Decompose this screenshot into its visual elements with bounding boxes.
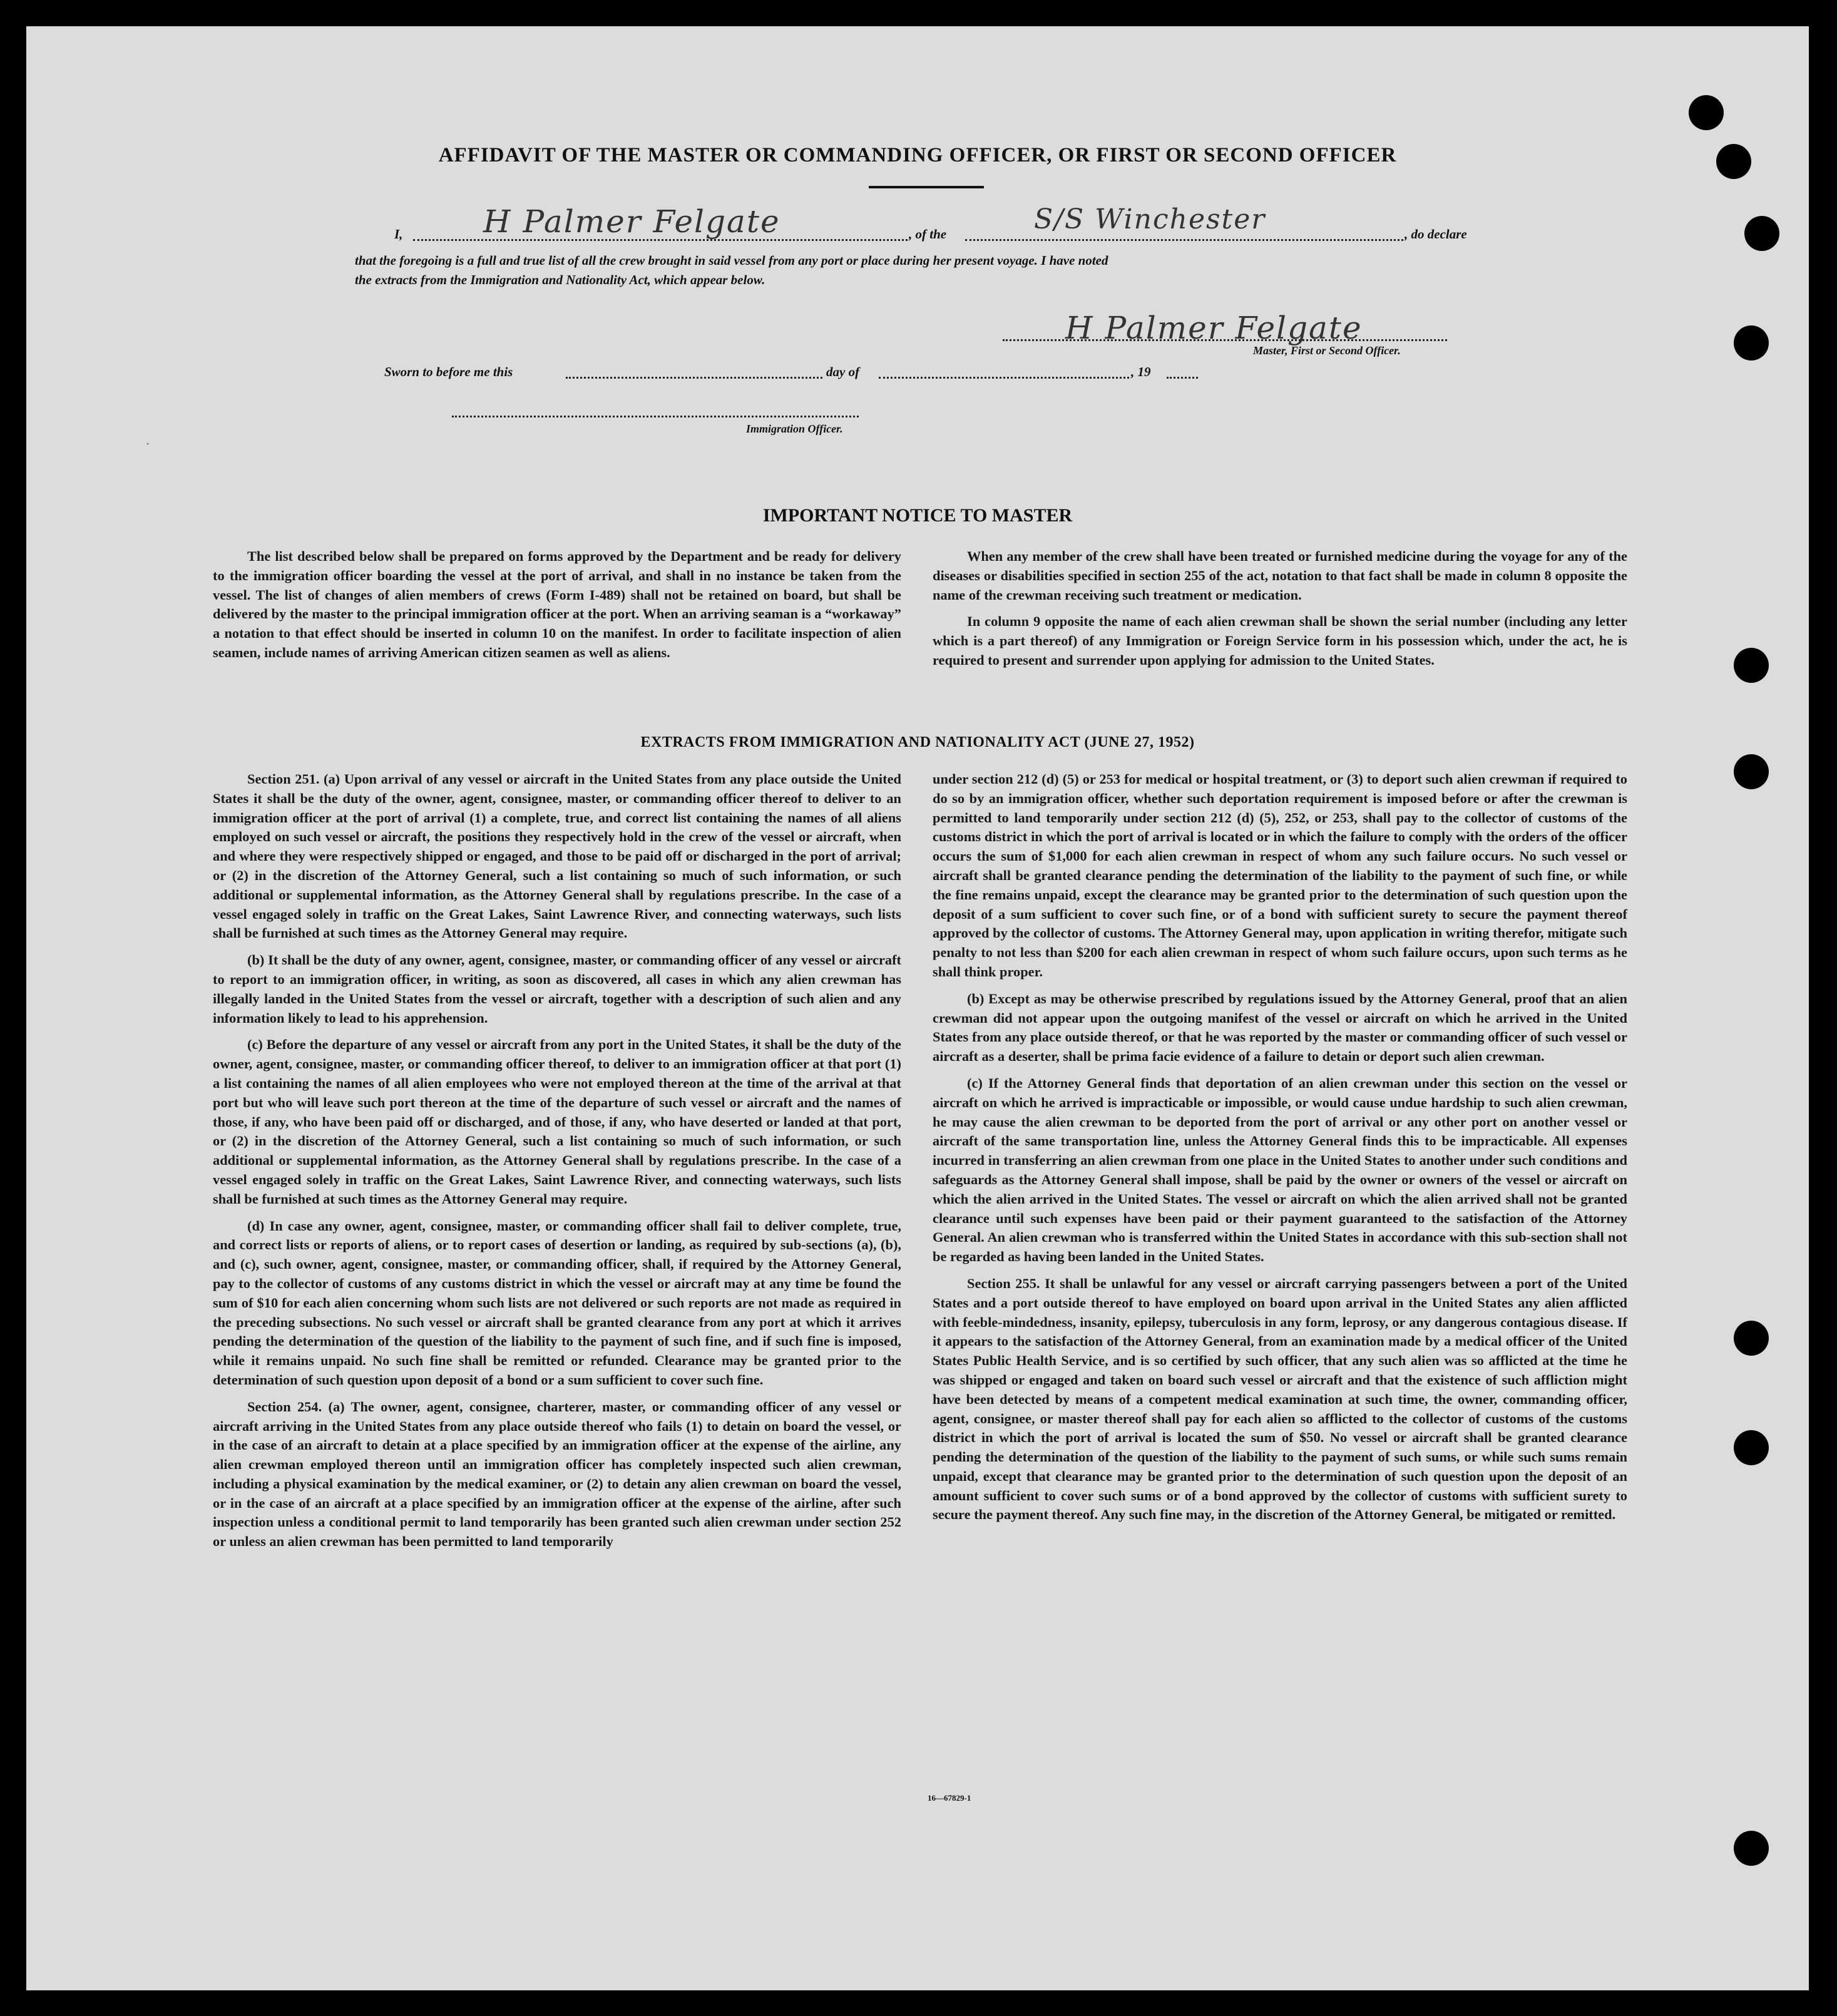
punch-hole [1734,648,1769,683]
punch-hole [1734,1321,1769,1356]
i-label: I, [394,227,403,242]
document-page [26,26,1809,1990]
year-label: , 19 [1131,364,1151,379]
title-rule [869,186,984,188]
sworn-label: Sworn to before me this [384,364,513,379]
declaration-line-2: the extracts from the Immigration and Nationality Act, which appear below. [355,272,765,287]
officer-name-signature: H Palmer Felgate [483,203,780,240]
punch-hole [1734,754,1769,789]
immigration-officer-line [452,416,859,417]
signature-line [1003,339,1447,341]
vessel-name-line [965,239,1403,241]
section-254b: (b) Except as may be otherwise prescribed by regulations issued by the Attorney General, proof that an alien crewman did not appear upon the outgoing manifest of the vessel or aircraft on which he arrived in the United States from any place outside thereof, or that he was reported by the master or commanding officer of such vessel or aircraft as a deserter, shall be prima facie evidence of a failure to detain or deport such alien crewman. [933,990,1627,1065]
declaration-line-1: that the foregoing is a full and true list of all the crew brought in said vessel from any port or place during her present voyage. I have noted [355,253,1108,268]
notice-paragraph: In column 9 opposite the name of each alien crewman shall be shown the serial number (including any letter which is a part thereof) of any Immigration or Foreign Service form in his possession which, under the act, he is required to present and surrender upon applying for admission to the United States. [933,613,1627,668]
section-251a: Section 251. (a) Upon arrival of any vessel or aircraft in the United States from any place outside the United States it shall be the duty of the owner, agent, consignee, master, or commanding officer thereof to deliver to an immigration officer at the port of arrival (1) a complete, true, and correct list containing the names of all aliens employed on such vessel or aircraft, the positions they respectively hold in the crew of the vessel or aircraft, when and where they were respectively shipped or engaged, and those to be paid off or discharged in the port of arrival; or (2) in the discretion of the Attorney General, such a list containing so much of such information, or such additional or supplemental information, as the Attorney General shall by regulations prescribe. In the case of a vessel engaged solely in traffic on the Great Lakes, Saint Lawrence River, and connecting waterways, such lists shall be furnished at such times as the Attorney General may require. [213,771,901,941]
affidavit-title: AFFIDAVIT OF THE MASTER OR COMMANDING OFFICER, OR FIRST OR SECOND OFFICER [438,144,1397,166]
signature-caption: Master, First or Second Officer. [1253,344,1401,357]
month-line [879,377,1129,379]
notice-right-column [933,547,1627,678]
punch-hole [1734,325,1769,361]
section-255: Section 255. It shall be unlawful for any vessel or aircraft carrying passengers between a port of the United States and a port outside thereof to have employed on board upon arrival in the United States any alien afflicted with feeble-mindedness, insanity, epilepsy, tuberculosis in any form, leprosy, or any dangerous contagious disease. If it appears to the satisfaction of the Attorney General, from an examination made by a medical officer of the United States Public Health Service, and is so certified by such officer, that any such alien was so afflicted at the time he was shipped or engaged and taken on board such vessel or aircraft and that the existence of such affliction might have been detected by means of a competent medical examination at such time, the owner, commanding officer, agent, consignee, or master thereof shall pay for each alien so afflicted to the collector of customs of the customs district in which the port of arrival is located the sum of $50. No vessel or aircraft shall be granted clearance pending the determination of the question of the liability to the payment of such sums, or while such sums remain unpaid, except that clearance may be granted prior to the determination of such question upon the deposit of an amount sufficient to cover such sums or of a bond approved by the collector of customs with sufficient surety to secure the payment thereof. Any such fine may, in the discretion of the Attorney General, be mitigated or remitted. [933,1275,1627,1523]
section-251b: (b) It shall be the duty of any owner, agent, consignee, master, or commanding officer of any vessel or aircraft to report to an immigration officer, in writing, as soon as discovered, all cases in which any alien crewman has illegally landed in the United States from the vessel or aircraft, together with a description of such alien and any information likely to lead to his apprehension. [213,952,901,1026]
extracts-right-column [933,770,1627,1532]
master-signature: H Palmer Felgate [1065,310,1363,346]
punch-hole [1734,1831,1769,1866]
form-code: 16—67829-1 [928,1793,971,1803]
day-of-label: day of [826,364,860,379]
punch-hole [1734,1430,1769,1465]
punch-hole [1744,216,1779,251]
section-254a-continued: under section 212 (d) (5) or 253 for medical or hospital treatment, or (3) to deport such alien crewman if required to do so by an immigration officer, whether such deportation requirement is imposed before or after the crewman is permitted to land temporarily under section 212 (d) (5), 252, or 253, shall pay to the collector of customs of the customs district in which the port of arrival is located or in which the failure to comply with the orders of the officer occurs the sum of $1,000 for each alien crewman in respect of whom any such failure occurs. No such vessel or aircraft shall be granted clearance pending the determination of the liability to the payment of such fine, or while the fine remains unpaid, except the clearance may be granted prior to the determination of such question upon the deposit of a sum sufficient to cover such fine, or of a bond with sufficient surety to secure the payment thereof approved by the collector of customs. The Attorney General may, upon application in writing therefor, mitigate such penalty to not less than $200 for each alien crewman in respect of whom such failure occurs, upon such terms as he shall think proper. [933,771,1627,980]
extracts-left-column [213,770,901,1559]
notice-paragraph: The list described below shall be prepared on forms approved by the Department and be ready for delivery to the immigration officer boarding the vessel at the port of arrival, and shall in no instance be taken from the vessel. The list of changes of alien members of crews (Form I-489) shall not be retained on board, but shall be delivered by the master to the principal immigration officer at the port. When an arriving seaman is a “workaway” a notation to that effect should be inserted in column 10 on the manifest. In order to facilitate inspection of alien seamen, include names of arriving American citizen seamen as well as aliens. [213,548,901,660]
punch-hole [1689,95,1724,130]
vessel-name-handwritten: S/S Winchester [1034,203,1266,235]
section-254c: (c) If the Attorney General finds that deportation of an alien crewman under this section on the vessel or aircraft on which he arrived is impracticable or impossible, or would cause undue hardship to such alien crewman, he may cause the alien crewman to be deported from the port of arrival or any other port on another vessel or aircraft of the same transportation line, unless the Attorney General finds this to be impracticable. All expenses incurred in transferring an alien crewman from one place in the United States to another under such conditions and safeguards as the Attorney General shall impose, shall be paid by the owner or owners of the vessel or aircraft on which the alien arrived in the United States. The vessel or aircraft on which the alien arrived shall not be granted clearance until such expenses have been paid or their payment guaranteed to the satisfaction of the Attorney General. An alien crewman who is transferred within the United States in accordance with this sub-section shall not be regarded as having been landed in the United States. [933,1075,1627,1265]
declare-label: , do declare [1405,227,1467,242]
year-line [1167,377,1198,379]
notice-left-column [213,547,901,670]
notice-paragraph: When any member of the crew shall have been treated or furnished medicine during the voyage for any of the diseases or disabilities specified in section 255 of the act, notation to that fact shall be made in column 8 opposite the name of the crewman receiving such treatment or medication. [933,548,1627,603]
punch-hole [1716,144,1751,179]
section-251d: (d) In case any owner, agent, consignee, master, or commanding officer shall fail to deliver complete, true, and correct lists or reports of aliens, or to report cases of desertion or landing, as required by sub-sections (a), (b), and (c), such owner, agent, consignee, master, or commanding officer, shall, if required by the Attorney General, pay to the collector of customs of any customs district in which the vessel or aircraft may at any time be found the sum of $10 for each alien concerning whom such lists are not delivered or such reports are not made as required in the preceding subsections. No such vessel or aircraft shall be granted clearance from any port at which it arrives pending the determination of the question of the liability to the payment of such fine, and if such fine is imposed, while it remains unpaid. No such fine shall be remitted or refunded. Clearance may be granted prior to the determination of such question upon deposit of a bond or a sum sufficient to cover such fine. [213,1217,901,1388]
immigration-officer-caption: Immigration Officer. [746,422,843,435]
sworn-date-line [566,377,822,379]
of-the-label: , of the [909,227,947,242]
section-251c: (c) Before the departure of any vessel or aircraft from any port in the United States, it shall be the duty of the owner, agent, consignee, master, or commanding officer thereof, to deliver to an immigration officer at that port (1) a list containing the names of all alien employees who were not employed thereon at the time of the arrival at that port but who will leave such port thereon at the time of the departure of such vessel or aircraft and the names of those, if any, who have been paid off or discharged, and of those, if any, who have deserted or landed at that port, or (2) in the discretion of the Attorney General, such a list containing so much of such information, or such additional or supplemental information, as the Attorney General shall by regulations prescribe. In the case of a vessel engaged solely in traffic on the Great Lakes, Saint Lawrence River, and connecting waterways, such lists shall be furnished at such times as the Attorney General may require. [213,1036,901,1207]
notice-title: IMPORTANT NOTICE TO MASTER [762,505,1073,526]
margin-mark: · [145,436,150,453]
extracts-title: EXTRACTS FROM IMMIGRATION AND NATIONALITY ACT (JUNE 27, 1952) [640,734,1195,750]
section-254a: Section 254. (a) The owner, agent, consignee, charterer, master, or commanding officer of any vessel or aircraft arriving in the United States from any place outside thereof who fails (1) to detain on board the vessel, or in the case of an aircraft to detain at a place specified by an immigration officer at the expense of the airline, any alien crewman employed thereon until an immigration officer has completely inspected such alien crewman, including a physical examination by the medical examiner, or (2) to detain any alien crewman on board the vessel, or in the case of an aircraft at a place specified by an immigration officer at the expense of the airline, after such inspection unless a conditional permit to land temporarily has been granted such alien crewman under section 252 or unless an alien crewman has been permitted to land temporarily [213,1398,901,1550]
